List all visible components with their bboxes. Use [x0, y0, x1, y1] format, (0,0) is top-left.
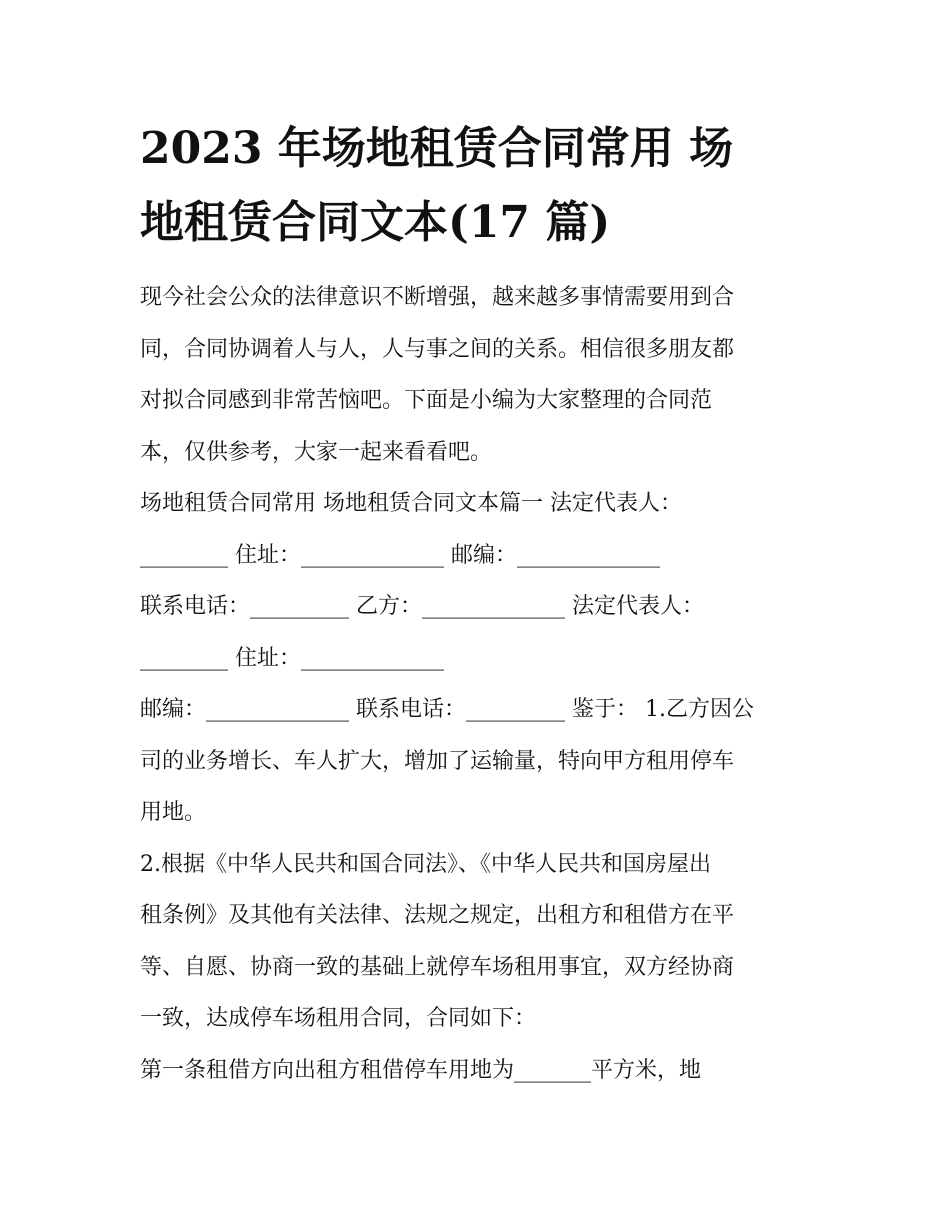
body-line-8: ________ 住址：_____________	[140, 645, 444, 671]
body-line-11: 用地。	[140, 800, 207, 825]
body-line-12: 2.根据《中华人民共和国合同法》、《中华人民共和国房屋出	[140, 851, 711, 877]
body-line-2: 同，合同协调着人与人，人与事之间的关系。相信很多朋友都	[140, 336, 735, 362]
body-line-7: 联系电话：_________ 乙方：_____________ 法定代表人：	[140, 594, 704, 619]
body-line-5: 场地租赁合同常用 场地租赁合同文本篇一 法定代表人：	[140, 491, 682, 516]
body-line-10: 司的业务增长、车人扩大，增加了运输量，特向甲方租用停车	[140, 748, 735, 774]
document-body	[140, 272, 830, 1096]
body-line-1: 现今社会公众的法律意识不断增强，越来越多事情需要用到合	[140, 285, 735, 310]
title-line-2: 地租赁合同文本(17 篇)	[140, 197, 611, 248]
title-line-1: 2023 年场地租赁合同常用 场	[140, 123, 734, 174]
body-line-13: 租条例》及其他有关法律、法规之规定，出租方和租借方在平	[140, 903, 735, 928]
document-page	[140, 112, 830, 1096]
body-line-9: 邮编：_____________ 联系电话：_________ 鉴于： 1.乙方因公	[140, 697, 754, 722]
body-line-16: 第一条租借方向出租方租借停车用地为_______平方米，地	[140, 1057, 702, 1083]
body-line-6: ________ 住址：_____________ 邮编：_____________	[140, 542, 660, 568]
body-line-4: 本，仅供参考，大家一起来看看吧。	[140, 439, 493, 465]
body-line-3: 对拟合同感到非常苦恼吧。下面是小编为大家整理的合同范	[140, 388, 713, 413]
body-line-15: 一致，达成停车场租用合同，合同如下：	[140, 1006, 537, 1031]
body-line-14: 等、自愿、协商一致的基础上就停车场租用事宜，双方经协商	[140, 954, 735, 980]
document-title	[140, 112, 830, 260]
